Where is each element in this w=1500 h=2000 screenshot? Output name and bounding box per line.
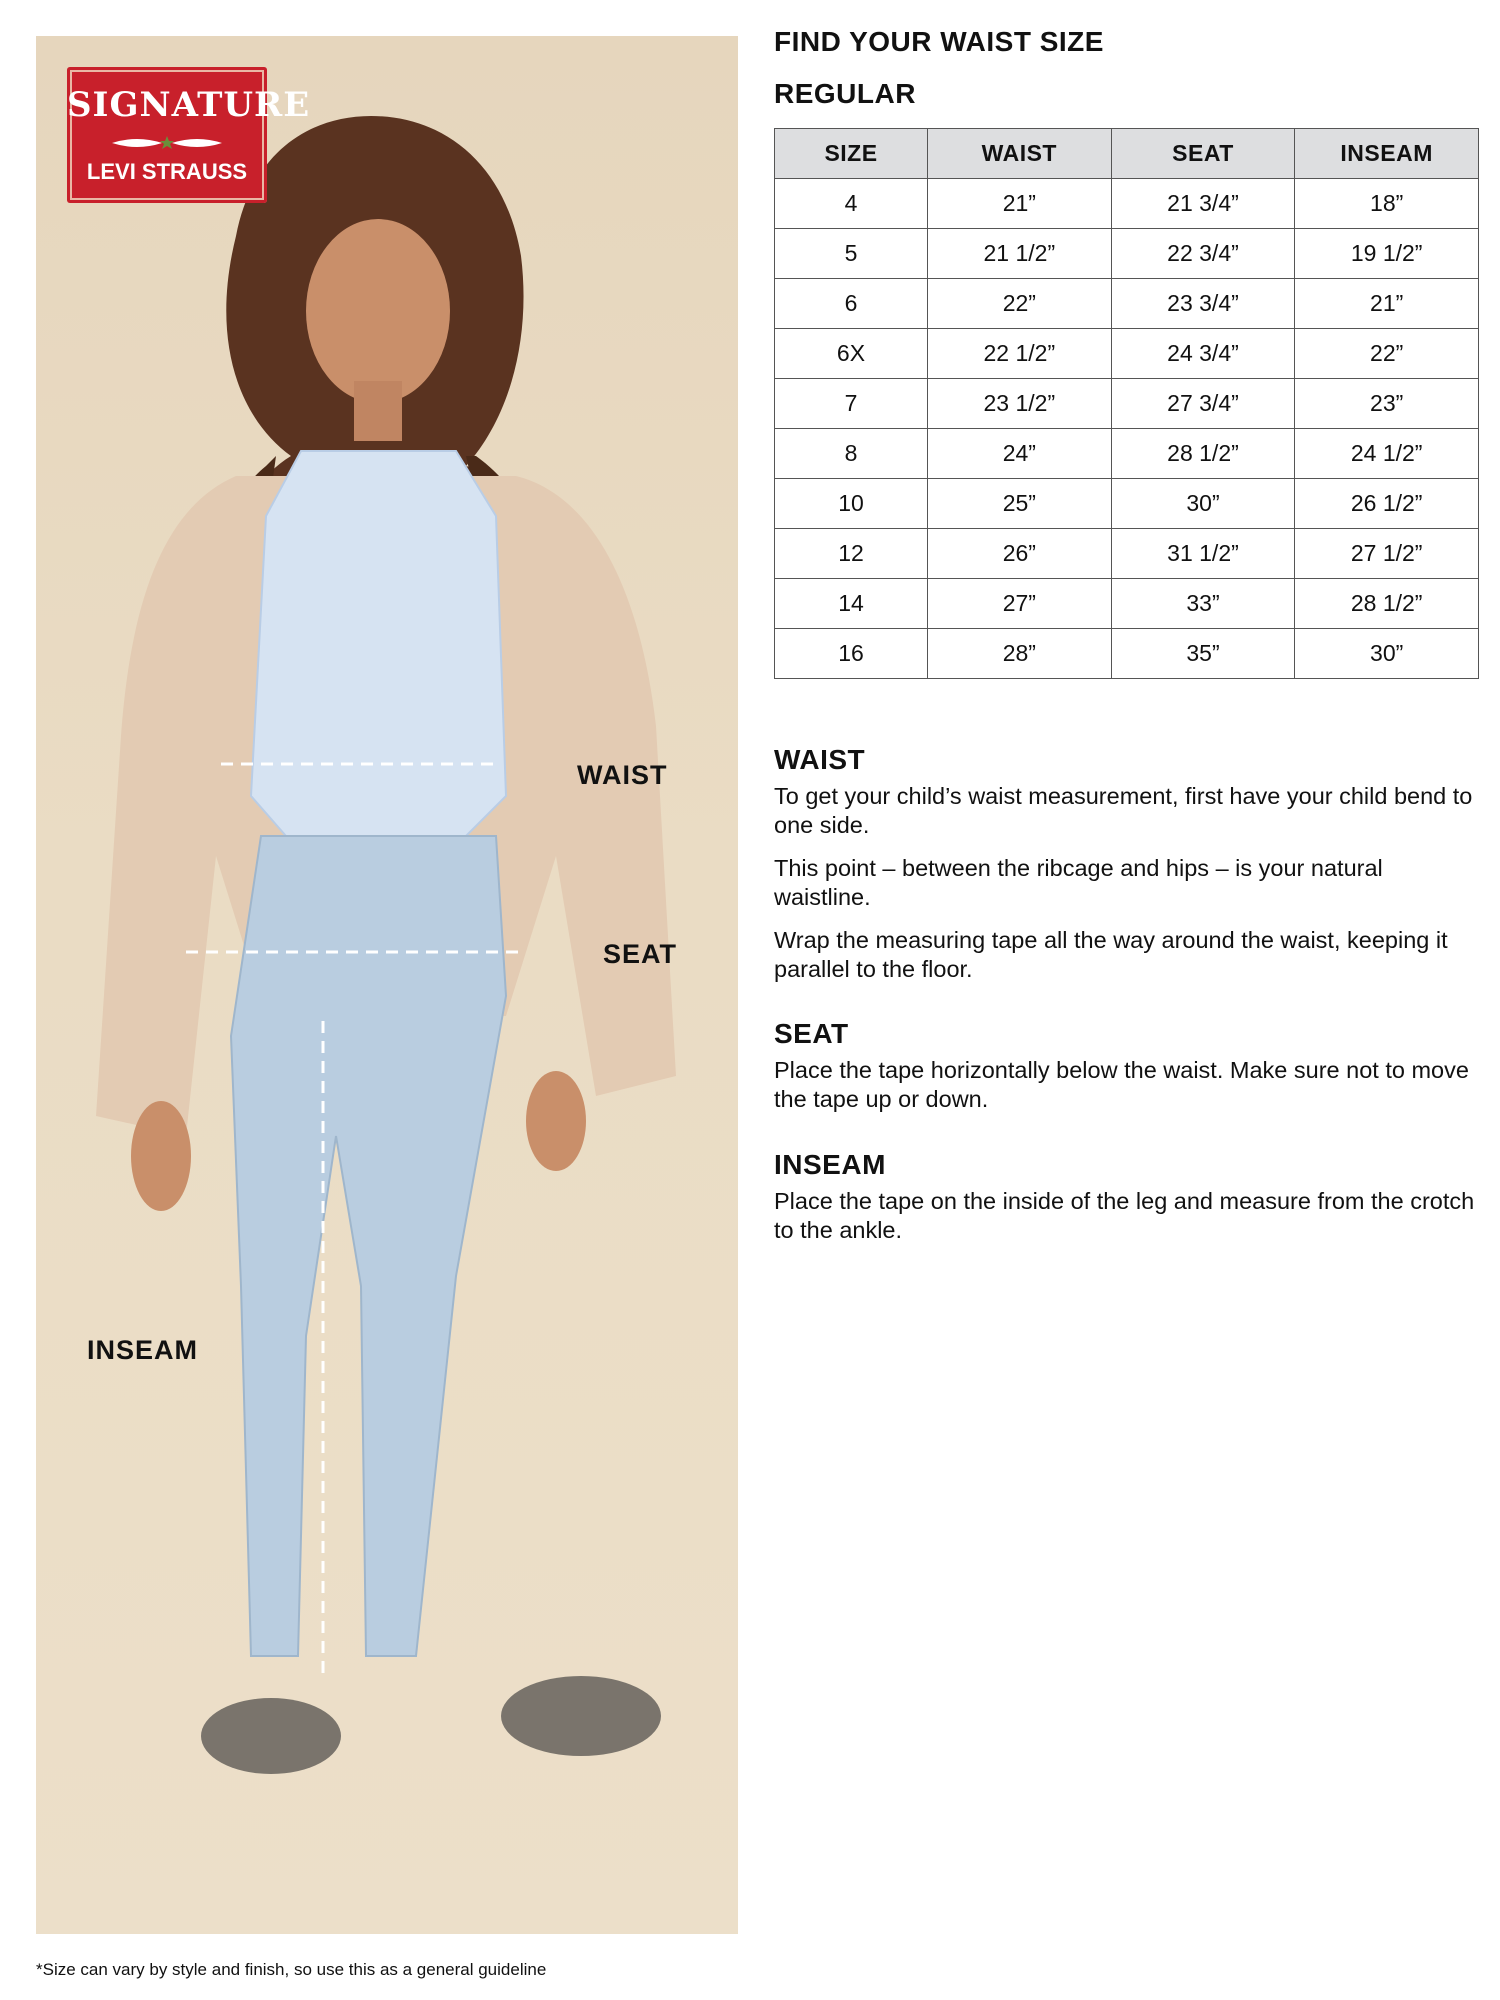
table-row [775,179,1479,229]
cell-waist: 24” [928,429,1112,479]
cell-waist: 25” [928,479,1112,529]
inseam-paragraph: Place the tape on the inside of the leg and measure from the crotch to the ankle. [774,1188,1475,1243]
table-row [775,379,1479,429]
page-title: FIND YOUR WAIST SIZE [774,26,1104,57]
cell-inseam: 28 1/2” [1295,579,1479,629]
cell-size: 14 [775,579,928,629]
cell-size: 10 [775,479,928,529]
waist-label: WAIST [577,760,668,790]
waist-section-title: WAIST [774,744,866,775]
cell-seat: 22 3/4” [1111,229,1295,279]
waist-paragraph: Wrap the measuring tape all the way around the waist, keeping it parallel to the floor. [774,927,1448,982]
inseam-label: INSEAM [87,1335,199,1365]
cell-waist: 21 1/2” [928,229,1112,279]
cell-seat: 21 3/4” [1111,179,1295,229]
cell-waist: 22 1/2” [928,329,1112,379]
header-waist: WAIST [928,129,1112,179]
seat-paragraph: Place the tape horizontally below the waist. Make sure not to move the tape up or down. [774,1057,1469,1112]
cell-waist: 23 1/2” [928,379,1112,429]
table-row [775,629,1479,679]
size-chart-column [774,26,1479,679]
table-header-row [775,129,1479,179]
signature-levi-strauss-logo [67,67,311,203]
cell-size: 8 [775,429,928,479]
waist-paragraph: This point – between the ribcage and hips – is your natural waistline. [774,855,1383,910]
cell-inseam: 19 1/2” [1295,229,1479,279]
table-row [775,429,1479,479]
cell-waist: 28” [928,629,1112,679]
seat-label: SEAT [603,939,678,969]
size-chart-table [774,128,1479,679]
seat-instructions [774,1018,1479,1114]
cell-seat: 31 1/2” [1111,529,1295,579]
cell-size: 5 [775,229,928,279]
model-illustration [36,36,738,1934]
table-row [775,279,1479,329]
inseam-instructions [774,1149,1479,1245]
cell-seat: 27 3/4” [1111,379,1295,429]
logo-signature-text: SIGNATURE [67,85,311,125]
cell-inseam: 21” [1295,279,1479,329]
table-row [775,479,1479,529]
table-row [775,229,1479,279]
header-inseam: INSEAM [1295,129,1479,179]
cell-seat: 33” [1111,579,1295,629]
table-row [775,329,1479,379]
cell-size: 12 [775,529,928,579]
cell-inseam: 22” [1295,329,1479,379]
cell-size: 16 [775,629,928,679]
inseam-section-title: INSEAM [774,1149,886,1180]
cell-seat: 35” [1111,629,1295,679]
seat-section-title: SEAT [774,1018,849,1049]
size-disclaimer: *Size can vary by style and finish, so use this as a general guideline [36,1960,547,1979]
cell-waist: 27” [928,579,1112,629]
cell-waist: 21” [928,179,1112,229]
cell-size: 6X [775,329,928,379]
cell-size: 7 [775,379,928,429]
cell-inseam: 23” [1295,379,1479,429]
table-row [775,579,1479,629]
logo-levi-strauss-text: LEVI STRAUSS [86,159,248,184]
cell-waist: 26” [928,529,1112,579]
cell-inseam: 24 1/2” [1295,429,1479,479]
cell-inseam: 18” [1295,179,1479,229]
table-row [775,529,1479,579]
cell-inseam: 30” [1295,629,1479,679]
cell-seat: 28 1/2” [1111,429,1295,479]
cell-inseam: 26 1/2” [1295,479,1479,529]
fit-subtitle: REGULAR [774,78,916,109]
cell-waist: 22” [928,279,1112,329]
cell-size: 4 [775,179,928,229]
header-size: SIZE [775,129,928,179]
cell-seat: 23 3/4” [1111,279,1295,329]
cell-seat: 24 3/4” [1111,329,1295,379]
model-photo [36,36,738,1934]
waist-instructions [774,744,1479,984]
cell-seat: 30” [1111,479,1295,529]
laurel-star-icon [107,133,227,153]
cell-size: 6 [775,279,928,329]
cell-inseam: 27 1/2” [1295,529,1479,579]
waist-paragraph: To get your child’s waist measurement, first have your child bend to one side. [774,783,1473,838]
header-seat: SEAT [1111,129,1295,179]
